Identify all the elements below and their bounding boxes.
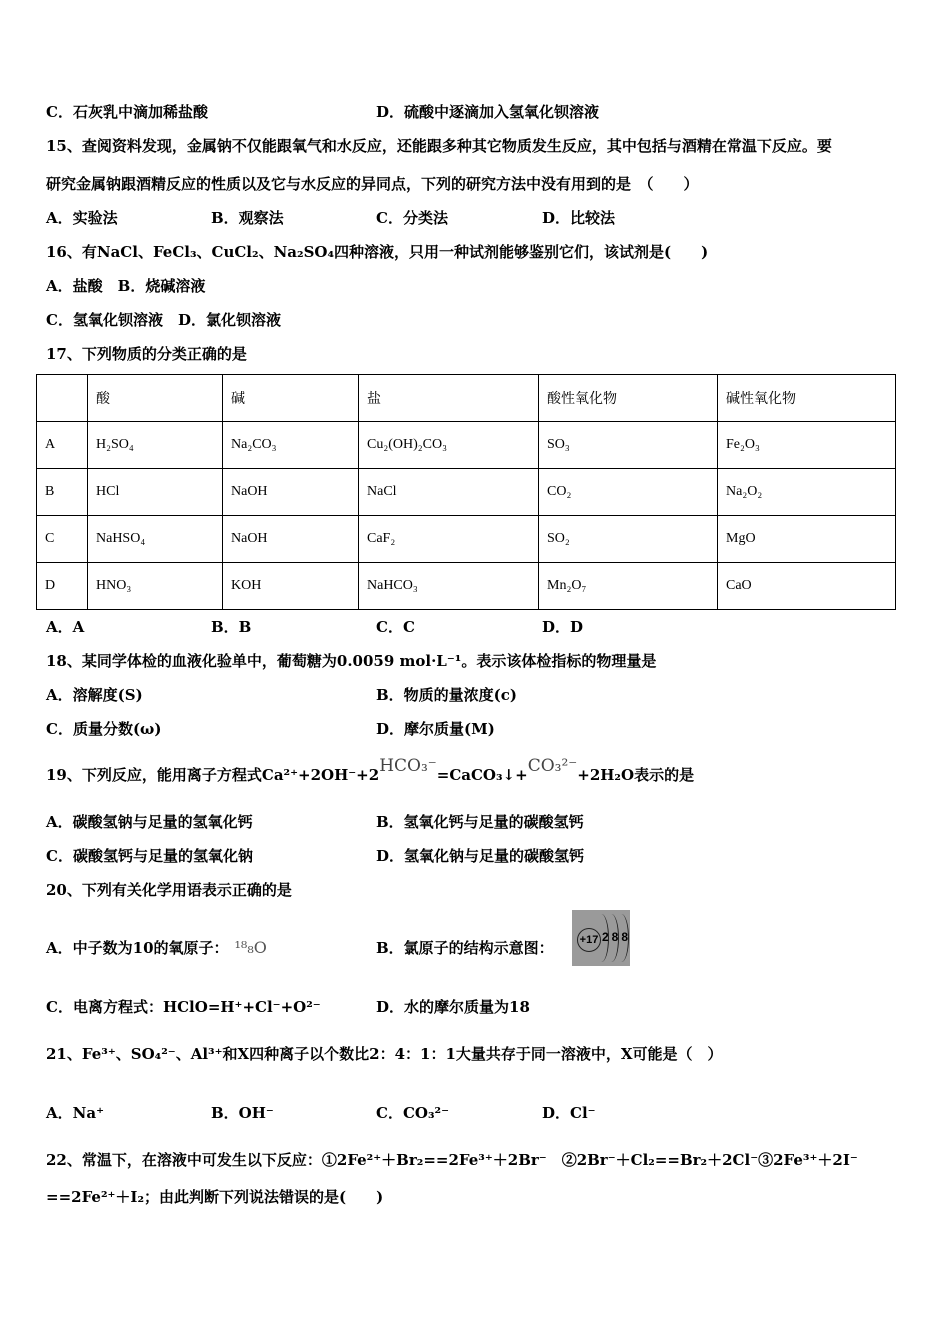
q19-option-c: C．碳酸氢钙与足量的氢氧化钠: [46, 847, 253, 865]
q18-option-c: C．质量分数(ω): [46, 720, 162, 738]
oxygen-nuclide: ¹⁸₈O: [234, 938, 267, 957]
table-cell: A: [37, 422, 88, 469]
q21-option-d: D．Cl⁻: [542, 1104, 596, 1122]
q15-stem-line2: 研究金属钠跟酒精反应的性质以及它与水反应的异同点，下列的研究方法中没有用到的是 （ ）: [46, 175, 699, 193]
q17-option-b: B．B: [211, 618, 252, 636]
table-header-cell: 碱性氧化物: [718, 375, 896, 422]
q20-option-a: [46, 938, 267, 958]
table-cell: CO₂: [539, 469, 718, 516]
q21-stem: 21、Fe³⁺、SO₄²⁻、Al³⁺和X四种离子以个数比2：4：1：1大量共存于同一溶液中，X可能是（ ）: [46, 1045, 723, 1063]
q15-option-a: A．实验法: [46, 209, 118, 227]
chlorine-atom-structure-diagram: [572, 910, 630, 966]
table-cell: NaHCO₃: [359, 563, 539, 610]
table-cell: NaCl: [359, 469, 539, 516]
q17-option-a: A．A: [46, 618, 85, 636]
q20-option-b: B．氯原子的结构示意图：: [376, 939, 554, 957]
table-row: [37, 516, 896, 563]
electron-shell-counts: 288: [602, 930, 632, 944]
q19-option-d: D．氢氧化钠与足量的碳酸氢钙: [376, 847, 585, 865]
q16-options-cd: C．氢氧化钡溶液 D．氯化钡溶液: [46, 311, 281, 329]
table-cell: SO₃: [539, 422, 718, 469]
table-cell: Cu₂(OH)₂CO₃: [359, 422, 539, 469]
q16-options-ab: A．盐酸 B．烧碱溶液: [46, 277, 206, 295]
q15-option-b: B．观察法: [211, 209, 284, 227]
q14-option-c: C．石灰乳中滴加稀盐酸: [46, 103, 208, 121]
q15-stem-line1: 15、查阅资料发现，金属钠不仅能跟氧气和水反应，还能跟多种其它物质发生反应，其中包括与酒精在常温下反应。要: [46, 137, 832, 155]
q19-stem: [46, 756, 695, 785]
table-cell: Mn₂O₇: [539, 563, 718, 610]
q20-option-c: C．电离方程式：HClO=H⁺+Cl⁻+O²⁻: [46, 998, 321, 1016]
q18-option-a: A．溶解度(S): [46, 686, 143, 704]
table-cell: NaOH: [223, 469, 359, 516]
table-row: [37, 469, 896, 516]
table-cell: NaHSO₄: [88, 516, 223, 563]
table-header-cell: [37, 375, 88, 422]
q15-option-d: D．比较法: [542, 209, 616, 227]
table-cell: HCl: [88, 469, 223, 516]
table-header-cell: 酸: [88, 375, 223, 422]
table-row: [37, 563, 896, 610]
q20-stem: 20、下列有关化学用语表示正确的是: [46, 881, 292, 899]
table-cell: Fe₂O₃: [718, 422, 896, 469]
table-cell: Na₂O₂: [718, 469, 896, 516]
table-cell: HNO₃: [88, 563, 223, 610]
bicarbonate-ion: HCO₃⁻: [379, 756, 437, 776]
table-cell: NaOH: [223, 516, 359, 563]
atom-nucleus: +17: [577, 928, 601, 952]
q19-option-b: B．氢氧化钙与足量的碳酸氢钙: [376, 813, 584, 831]
q15-option-c: C．分类法: [376, 209, 448, 227]
q21-option-c: C．CO₃²⁻: [376, 1104, 450, 1122]
q17-stem: 17、下列物质的分类正确的是: [46, 345, 247, 363]
table-cell: D: [37, 563, 88, 610]
q19-stem-mid: =CaCO₃↓+: [436, 766, 528, 784]
q17-option-d: D．D: [542, 618, 584, 636]
q22-stem-line2: ==2Fe²⁺＋I₂；由此判断下列说法错误的是( ): [46, 1188, 384, 1206]
q19-stem-post: +2H₂O表示的是: [577, 766, 695, 784]
table-header-cell: 酸性氧化物: [539, 375, 718, 422]
table-cell: CaF₂: [359, 516, 539, 563]
q18-stem: 18、某同学体检的血液化验单中，葡萄糖为0.0059 mol·L⁻¹。表示该体检指标的物理量是: [46, 652, 657, 670]
q21-option-b: B．OH⁻: [211, 1104, 274, 1122]
carbonate-ion: CO₃²⁻: [527, 756, 578, 776]
q19-option-a: A．碳酸氢钠与足量的氢氧化钙: [46, 813, 253, 831]
table-row: [37, 422, 896, 469]
q22-stem-line1: 22、常温下，在溶液中可发生以下反应：①2Fe²⁺＋Br₂==2Fe³⁺＋2Br⁻ ②2Br⁻＋Cl₂==Br₂＋2Cl⁻③2Fe³⁺＋2I⁻: [46, 1151, 858, 1169]
table-header-row: [37, 375, 896, 422]
table-cell: H₂SO₄: [88, 422, 223, 469]
table-cell: C: [37, 516, 88, 563]
q21-option-a: A．Na⁺: [46, 1104, 104, 1122]
table-cell: Na₂CO₃: [223, 422, 359, 469]
q18-option-d: D．摩尔质量(M): [376, 720, 495, 738]
q18-option-b: B．物质的量浓度(c): [376, 686, 518, 704]
table-cell: KOH: [223, 563, 359, 610]
table-cell: B: [37, 469, 88, 516]
q17-option-c: C．C: [376, 618, 415, 636]
q20-option-a-text: A．中子数为10的氧原子：: [46, 939, 229, 957]
table-cell: SO₂: [539, 516, 718, 563]
classification-table: [36, 374, 896, 610]
table-header-cell: 盐: [359, 375, 539, 422]
q20-option-d: D．水的摩尔质量为18: [376, 998, 530, 1016]
table-cell: MgO: [718, 516, 896, 563]
table-header-cell: 碱: [223, 375, 359, 422]
q19-stem-pre: 19、下列反应，能用离子方程式Ca²⁺+2OH⁻+2: [46, 766, 380, 784]
table-cell: CaO: [718, 563, 896, 610]
q14-option-d: D．硫酸中逐滴加入氢氧化钡溶液: [376, 103, 600, 121]
q16-stem: 16、有NaCl、FeCl₃、CuCl₂、Na₂SO₄四种溶液，只用一种试剂能够鉴别它们，该试剂是( ): [46, 243, 709, 261]
